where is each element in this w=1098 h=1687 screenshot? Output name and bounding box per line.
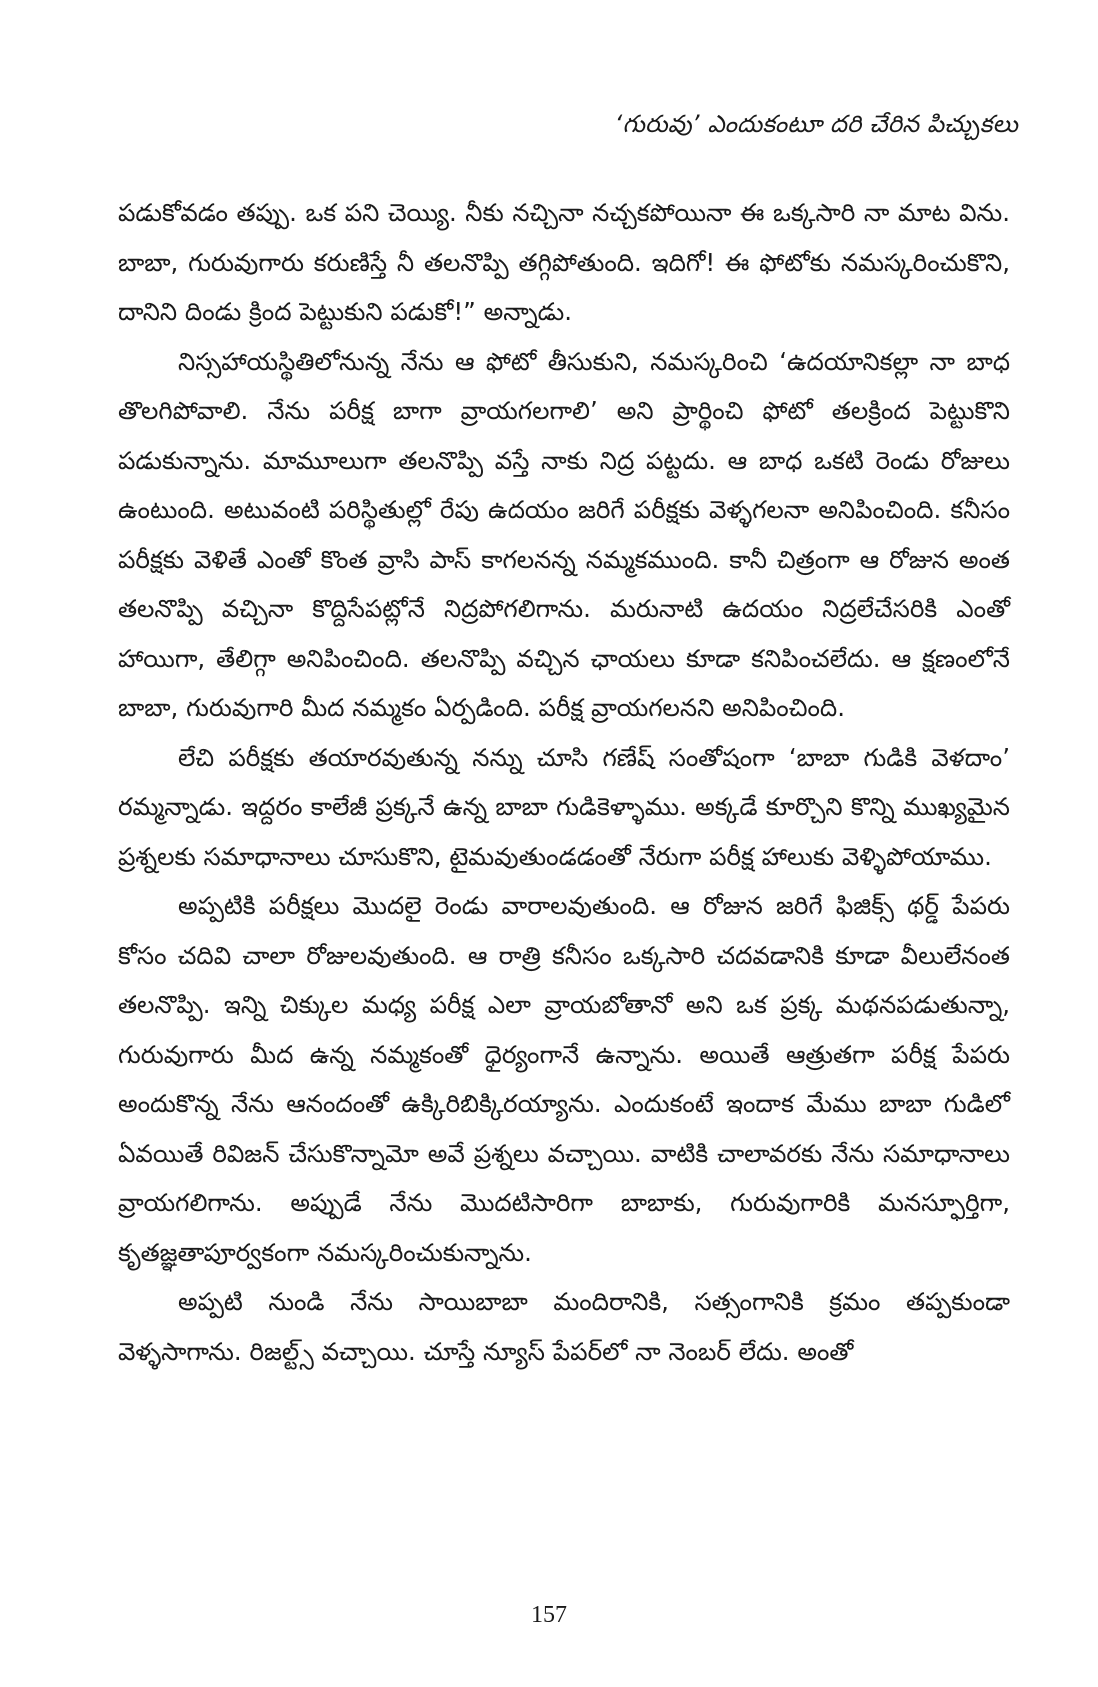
paragraph-3: లేచి పరీక్షకు తయారవుతున్న నన్ను చూసి గణేష్ సంతోషంగా ‘బాబా గుడికి వెళదాం’ రమ్మన్నాడు. ఇద్దరం కాలేజీ ప్రక్కనే ఉన్న బాబా గుడికెళ్ళాము. అక్కడే కూర్చొని కొన్ని ముఖ్యమైన ప్రశ్నలకు సమాధానాలు చూసుకొని, టైమవుతుండడంతో నేరుగా పరీక్ష హాలుకు వెళ్ళిపోయాము. [118, 742, 1010, 871]
running-header-title: ‘గురువు’ ఎందుకంటూ దరి చేరిన పిచ్చుకలు [614, 110, 1018, 138]
body-text [118, 188, 1010, 1376]
paragraph-5: అప్పటి నుండి నేను సాయిబాబా మందిరానికి, సత్సంగానికి క్రమం తప్పకుండా వెళ్ళసాగాను. రిజల్ట్స్ వచ్చాయి. చూస్తే న్యూస్ పేపర్‌లో నా నెంబర్ లేదు. అంతో [118, 1287, 1010, 1366]
paragraph-1: పడుకోవడం తప్పు. ఒక పని చెయ్యి. నీకు నచ్చినా నచ్చకపోయినా ఈ ఒక్కసారి నా మాట విను. బాబా, గురువుగారు కరుణిస్తే నీ తలనొప్పి తగ్గిపోతుంది. ఇదిగో! ఈ ఫోటోకు నమస్కరించుకొని, దానిని దిండు క్రింద పెట్టుకుని పడుకో!” అన్నాడు. [118, 198, 1010, 326]
paragraph-2: నిస్సహాయస్థితిలోనున్న నేను ఆ ఫోటో తీసుకుని, నమస్కరించి ‘ఉదయానికల్లా నా బాధ తొలగిపోవాలి. నేను పరీక్ష బాగా వ్రాయగలగాలి’ అని ప్రార్థించి ఫోటో తలక్రింద పెట్టుకొని పడుకున్నాను. మామూలుగా తలనొప్పి వస్తే నాకు నిద్ర పట్టదు. ఆ బాధ ఒకటి రెండు రోజులు ఉంటుంది. అటువంటి పరిస్థితుల్లో రేపు ఉదయం జరిగే పరీక్షకు వెళ్ళగలనా అనిపించింది. కనీసం పరీక్షకు వెళితే ఎంతో కొంత వ్రాసి పాస్ కాగలనన్న నమ్మకముంది. కానీ చిత్రంగా ఆ రోజున అంత తలనొప్పి వచ్చినా కొద్దిసేపట్లోనే నిద్రపోగలిగాను. మరునాటి ఉదయం నిద్రలేచేసరికి ఎంతో హాయిగా, తేలిగ్గా అనిపించింది. తలనొప్పి వచ్చిన ఛాయలు కూడా కనిపించలేదు. ఆ క్షణంలోనే బాబా, గురువుగారి మీద నమ్మకం ఏర్పడింది. పరీక్ష వ్రాయగలనని అనిపించింది. [118, 346, 1010, 722]
paragraph-4: అప్పటికి పరీక్షలు మొదలై రెండు వారాలవుతుంది. ఆ రోజున జరిగే ఫిజిక్స్ థర్డ్ పేపరు కోసం చదివి చాలా రోజులవుతుంది. ఆ రాత్రి కనీసం ఒక్కసారి చదవడానికి కూడా వీలులేనంత తలనొప్పి. ఇన్ని చిక్కుల మధ్య పరీక్ష ఎలా వ్రాయబోతానో అని ఒక ప్రక్క మథనపడుతున్నా, గురువుగారు మీద ఉన్న నమ్మకంతో ధైర్యంగానే ఉన్నాను. అయితే ఆత్రుతగా పరీక్ష పేపరు అందుకొన్న నేను ఆనందంతో ఉక్కిరిబిక్కిరయ్యాను. ఎందుకంటే ఇందాక మేము బాబా గుడిలో ఏవయితే రివిజన్ చేసుకొన్నామో అవే ప్రశ్నలు వచ్చాయి. వాటికి చాలావరకు నేను సమాధానాలు వ్రాయగలిగాను. అప్పుడే నేను మొదటిసారిగా బాబాకు, గురువుగారికి మనస్ఫూర్తిగా, కృతజ్ఞతాపూర్వకంగా నమస్కరించుకున్నాను. [118, 891, 1010, 1267]
page-number: 157 [531, 1602, 567, 1628]
